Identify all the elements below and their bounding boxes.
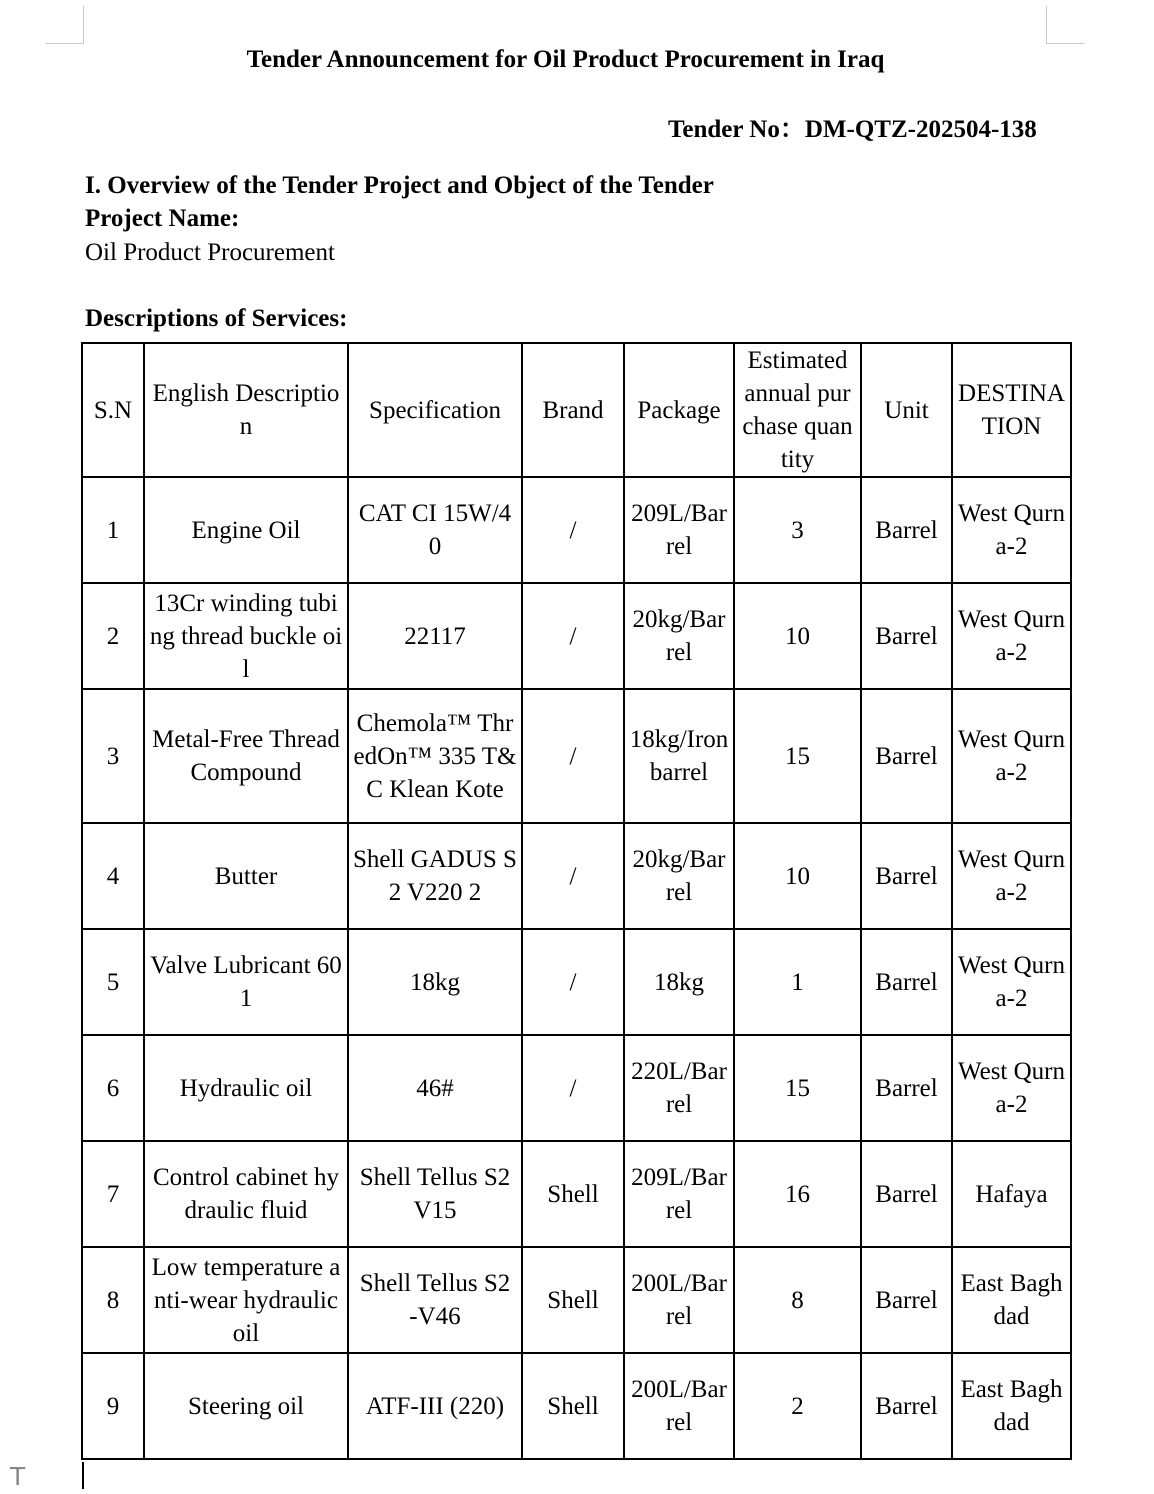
cell-destination: West Qurna-2 bbox=[952, 823, 1071, 929]
cell-destination: Hafaya bbox=[952, 1141, 1071, 1247]
cell-specification: CAT CI 15W/40 bbox=[348, 477, 522, 583]
cell-package: 18kg/Iron barrel bbox=[624, 689, 734, 823]
cell-package: 18kg bbox=[624, 929, 734, 1035]
tender-number-value: DM-QTZ-202504-138 bbox=[804, 116, 1037, 143]
cell-sn: 7 bbox=[82, 1141, 144, 1247]
table-row bbox=[82, 583, 1071, 689]
cell-description: Hydraulic oil bbox=[144, 1035, 348, 1141]
table-row bbox=[82, 1035, 1071, 1141]
cell-quantity: 10 bbox=[734, 823, 861, 929]
project-name-label: Project Name: bbox=[85, 205, 240, 232]
cell-description: Low temperature anti-wear hydraulic oil bbox=[144, 1247, 348, 1353]
cell-destination: East Baghdad bbox=[952, 1247, 1071, 1353]
table-row bbox=[82, 1353, 1071, 1459]
header-quantity: Estimated annual purchase quantity bbox=[734, 343, 861, 477]
cell-package: 20kg/Barrel bbox=[624, 823, 734, 929]
cell-sn: 4 bbox=[82, 823, 144, 929]
cell-destination: West Qurna-2 bbox=[952, 583, 1071, 689]
tender-number bbox=[668, 109, 1037, 145]
cell-brand: / bbox=[522, 823, 624, 929]
header-destination: DESTINATION bbox=[952, 343, 1071, 477]
header-unit: Unit bbox=[861, 343, 952, 477]
crop-mark-top-right bbox=[1046, 6, 1084, 44]
cell-brand: / bbox=[522, 1035, 624, 1141]
cell-quantity: 2 bbox=[734, 1353, 861, 1459]
cell-description: Engine Oil bbox=[144, 477, 348, 583]
header-specification: Specification bbox=[348, 343, 522, 477]
table-row bbox=[82, 1247, 1071, 1353]
cell-description: Control cabinet hydraulic fluid bbox=[144, 1141, 348, 1247]
cell-unit: Barrel bbox=[861, 1353, 952, 1459]
cell-sn: 2 bbox=[82, 583, 144, 689]
cell-sn: 6 bbox=[82, 1035, 144, 1141]
header-english-description: English Description bbox=[144, 343, 348, 477]
cell-description: Steering oil bbox=[144, 1353, 348, 1459]
cell-brand: / bbox=[522, 929, 624, 1035]
cell-specification: ATF-III (220) bbox=[348, 1353, 522, 1459]
cell-specification: Shell Tellus S2V15 bbox=[348, 1141, 522, 1247]
cell-package: 209L/Barrel bbox=[624, 477, 734, 583]
cell-specification: 18kg bbox=[348, 929, 522, 1035]
cell-quantity: 15 bbox=[734, 689, 861, 823]
cell-sn: 5 bbox=[82, 929, 144, 1035]
cell-description: Metal-Free Thread Compound bbox=[144, 689, 348, 823]
table-header-row bbox=[82, 343, 1071, 477]
table-row bbox=[82, 477, 1071, 583]
cell-unit: Barrel bbox=[861, 583, 952, 689]
cell-package: 220L/Barrel bbox=[624, 1035, 734, 1141]
cell-sn: 1 bbox=[82, 477, 144, 583]
table-row bbox=[82, 1141, 1071, 1247]
cell-quantity: 10 bbox=[734, 583, 861, 689]
text-insertion-caret bbox=[82, 1462, 84, 1489]
cell-package: 20kg/Barrel bbox=[624, 583, 734, 689]
table-row bbox=[82, 689, 1071, 823]
document-title: Tender Announcement for Oil Product Procurement in Iraq bbox=[246, 46, 885, 73]
cell-specification: Shell Tellus S2 -V46 bbox=[348, 1247, 522, 1353]
table-row bbox=[82, 823, 1071, 929]
cell-quantity: 16 bbox=[734, 1141, 861, 1247]
cell-brand: / bbox=[522, 583, 624, 689]
cell-unit: Barrel bbox=[861, 823, 952, 929]
cell-unit: Barrel bbox=[861, 1141, 952, 1247]
cell-specification: 46# bbox=[348, 1035, 522, 1141]
cell-sn: 8 bbox=[82, 1247, 144, 1353]
cell-package: 209L/Barrel bbox=[624, 1141, 734, 1247]
header-package: Package bbox=[624, 343, 734, 477]
cell-destination: West Qurna-2 bbox=[952, 929, 1071, 1035]
table-row bbox=[82, 929, 1071, 1035]
cell-description: Valve Lubricant 601 bbox=[144, 929, 348, 1035]
cell-unit: Barrel bbox=[861, 477, 952, 583]
descriptions-label: Descriptions of Services: bbox=[85, 305, 348, 332]
crop-mark-top-left bbox=[46, 6, 84, 44]
cell-destination: West Qurna-2 bbox=[952, 1035, 1071, 1141]
project-name-value: Oil Product Procurement bbox=[85, 239, 335, 266]
cell-destination: West Qurna-2 bbox=[952, 689, 1071, 823]
cell-brand: / bbox=[522, 689, 624, 823]
cell-unit: Barrel bbox=[861, 689, 952, 823]
cell-description: 13Cr winding tubing thread buckle oil bbox=[144, 583, 348, 689]
cell-destination: West Qurna-2 bbox=[952, 477, 1071, 583]
cell-specification: 22117 bbox=[348, 583, 522, 689]
cell-sn: 3 bbox=[82, 689, 144, 823]
cell-quantity: 8 bbox=[734, 1247, 861, 1353]
cell-quantity: 1 bbox=[734, 929, 861, 1035]
text-cursor-icon: T bbox=[10, 1462, 26, 1491]
cell-package: 200L/Barrel bbox=[624, 1247, 734, 1353]
cell-brand: Shell bbox=[522, 1353, 624, 1459]
cell-brand: Shell bbox=[522, 1247, 624, 1353]
cell-specification: Shell GADUS S2 V220 2 bbox=[348, 823, 522, 929]
cell-quantity: 15 bbox=[734, 1035, 861, 1141]
cell-unit: Barrel bbox=[861, 929, 952, 1035]
cell-sn: 9 bbox=[82, 1353, 144, 1459]
cell-destination: East Baghdad bbox=[952, 1353, 1071, 1459]
header-brand: Brand bbox=[522, 343, 624, 477]
tender-number-label: Tender No： bbox=[668, 116, 805, 143]
section-heading: I. Overview of the Tender Project and Object of the Tender bbox=[85, 172, 714, 199]
header-sn: S.N bbox=[82, 343, 144, 477]
cell-unit: Barrel bbox=[861, 1035, 952, 1141]
cell-specification: Chemola™ ThredOn™ 335 T&C Klean Kote bbox=[348, 689, 522, 823]
cell-unit: Barrel bbox=[861, 1247, 952, 1353]
services-table bbox=[81, 342, 1072, 1460]
cell-brand: Shell bbox=[522, 1141, 624, 1247]
cell-package: 200L/Barrel bbox=[624, 1353, 734, 1459]
cell-brand: / bbox=[522, 477, 624, 583]
cell-description: Butter bbox=[144, 823, 348, 929]
cell-quantity: 3 bbox=[734, 477, 861, 583]
